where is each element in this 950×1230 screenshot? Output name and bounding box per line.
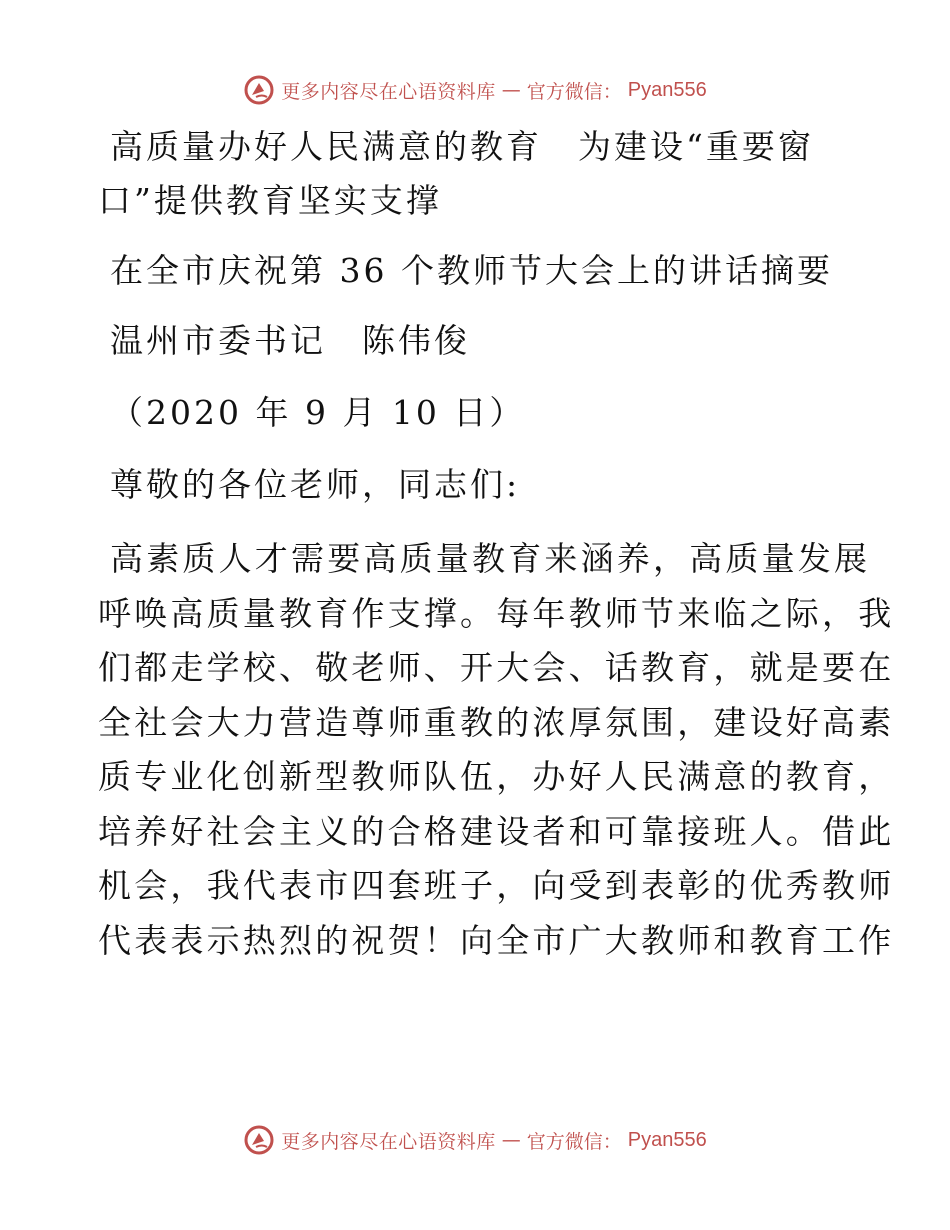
wechat-id: Pyan556: [627, 1128, 707, 1151]
brand-seal-icon: [243, 1124, 275, 1156]
body-paragraph: [98, 532, 895, 968]
paragraph-line: 质专业化创新型教师队伍，办好人民满意的教育，: [98, 757, 895, 796]
date-line: （2020 年 9 月 10 日）: [110, 393, 526, 432]
header-banner-inner: [243, 74, 707, 106]
brand-seal-icon: [243, 74, 275, 106]
author-line: 温州市委书记 陈伟俊: [110, 321, 470, 360]
title-line-1: 高质量办好人民满意的教育 为建设“重要窗: [110, 127, 814, 166]
footer-banner: [0, 1120, 950, 1160]
banner-separator: —: [501, 79, 521, 101]
banner-separator: —: [501, 1129, 521, 1151]
header-banner: [0, 70, 950, 110]
wechat-label: 官方微信：: [526, 1130, 622, 1153]
subtitle: 在全市庆祝第 36 个教师节大会上的讲话摘要: [110, 251, 833, 290]
paragraph-line: 高素质人才需要高质量教育来涵养，高质量发展: [110, 539, 871, 578]
footer-banner-inner: [243, 1124, 707, 1156]
paragraph-line: 们都走学校、敬老师、开大会、话教育，就是要在: [98, 648, 895, 687]
brand-text: 更多内容尽在心语资料库: [281, 1130, 496, 1153]
wechat-id: Pyan556: [627, 78, 707, 101]
brand-text: 更多内容尽在心语资料库: [281, 80, 496, 103]
document-body: [98, 120, 895, 968]
title-line-2: 口”提供教育坚实支撑: [98, 181, 442, 220]
wechat-label: 官方微信：: [526, 80, 622, 103]
greeting: 尊敬的各位老师，同志们:: [110, 465, 521, 504]
paragraph-line: 代表表示热烈的祝贺！向全市广大教师和教育工作: [98, 920, 895, 960]
paragraph-line: 呼唤高质量教育作支撑。每年教师节来临之际，我: [98, 593, 895, 633]
paragraph-line: 机会，我代表市四套班子，向受到表彰的优秀教师: [98, 866, 895, 905]
paragraph-line: 全社会大力营造尊师重教的浓厚氛围，建设好高素: [98, 702, 895, 742]
paragraph-line: 培养好社会主义的合格建设者和可靠接班人。借此: [98, 811, 895, 851]
